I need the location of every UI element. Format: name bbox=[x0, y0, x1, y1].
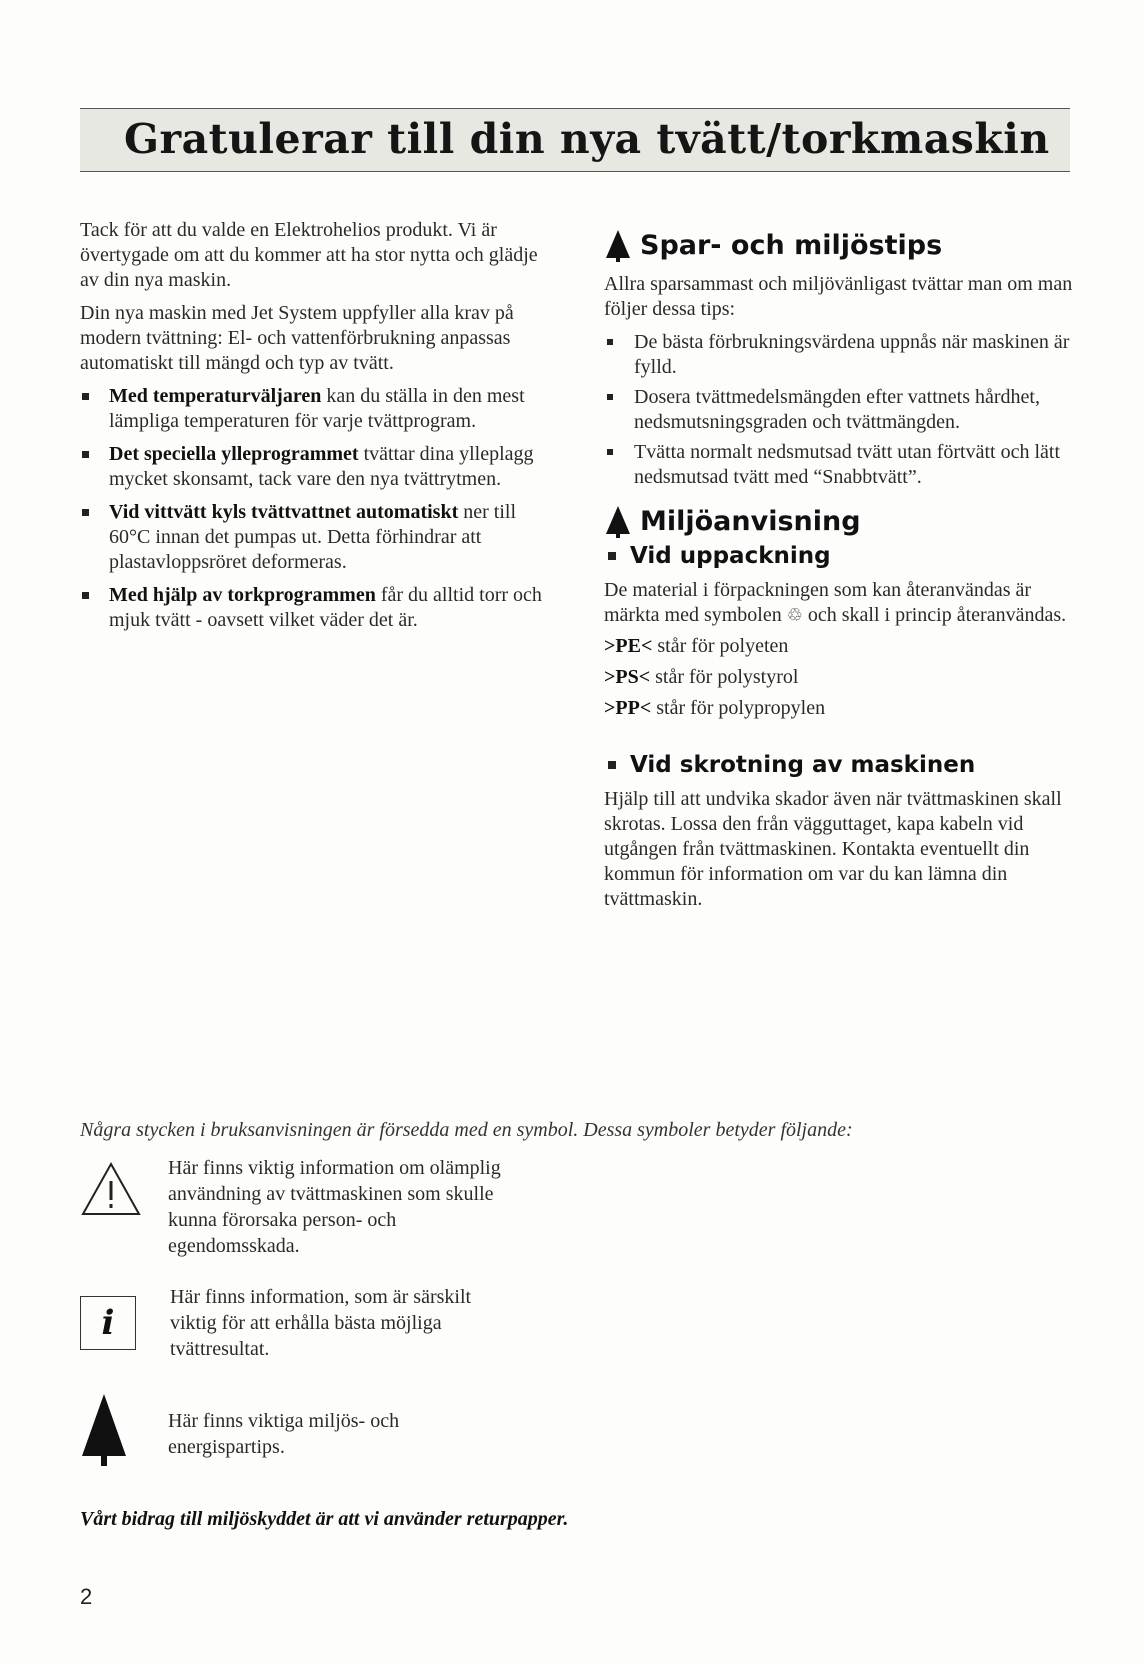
feature-item bbox=[80, 442, 560, 492]
tree-icon bbox=[80, 1394, 128, 1466]
uppackning-paragraph bbox=[604, 578, 1074, 628]
bullet-square-icon bbox=[608, 761, 616, 769]
material-code-text: står för polystyrol bbox=[650, 666, 799, 688]
uppackning-text-b: och skall i princip återanvändas. bbox=[807, 604, 1067, 626]
intro-paragraph: Tack för att du valde en Elektrohelios produkt. Vi är övertygade om att du kommer att ha stor nytta och glädje av din nya maskin. bbox=[80, 219, 538, 291]
feature-item bbox=[80, 384, 560, 434]
warning-triangle-icon bbox=[80, 1161, 142, 1217]
spar-heading bbox=[604, 228, 1074, 264]
material-code-text: står för polypropylen bbox=[651, 697, 826, 719]
skrotning-heading bbox=[604, 749, 1074, 781]
jet-system-paragraph: Din nya maskin med Jet System uppfyller alla krav på modern tvättning: El- och vattenförbrukning anpassas automatiskt till mängd och typ av tvätt. bbox=[80, 302, 514, 374]
feature-item-bold: Vid vittvätt kyls tvättvattnet automatiskt bbox=[109, 501, 459, 523]
uppackning-heading-text: Vid uppackning bbox=[630, 543, 831, 569]
material-code-item bbox=[604, 696, 1074, 721]
feature-list bbox=[80, 384, 560, 633]
miljo-heading bbox=[604, 504, 1074, 540]
feature-item-text: tvättar dina ylleplagg mycket skonsamt, tack vare den nya tvättrytmen. bbox=[109, 443, 534, 490]
tree-icon bbox=[604, 230, 632, 262]
skrotning-paragraph: Hjälp till att undvika skador även när tvättmaskinen skall skrotas. Lossa den från vägguttaget, kapa kabeln vid utgången från tvättmaskinen. Kontakta eventuellt din kommun för information om var du kan lämna din tvättmaskin. bbox=[604, 788, 1062, 910]
right-column bbox=[604, 230, 1074, 920]
spar-tip-item: Tvätta normalt nedsmutsad tvätt utan förtvätt och lätt nedsmutsad tvätt med “Snabbtvätt”. bbox=[604, 440, 1074, 490]
recycle-icon: ♲ bbox=[786, 605, 803, 626]
title-banner bbox=[80, 108, 1070, 172]
material-code-list bbox=[604, 634, 1074, 721]
symbols-intro: Några stycken i bruksanvisningen är försedda med en symbol. Dessa symboler betyder följande: bbox=[80, 1119, 853, 1141]
material-code: >PE< bbox=[604, 635, 653, 657]
spar-tip-item: Dosera tvättmedelsmängden efter vattnets hårdhet, nedsmutsningsgraden och tvättmängden. bbox=[604, 385, 1074, 435]
warning-text: Här finns viktig information om olämplig användning av tvättmaskinen som skulle kunna förorsaka person- och egendomsskada. bbox=[168, 1157, 501, 1257]
uppackning-heading bbox=[604, 540, 1074, 572]
page-number: 2 bbox=[80, 1584, 93, 1609]
skrotning-heading-text: Vid skrotning av maskinen bbox=[630, 752, 976, 778]
feature-item-text: får du alltid torr och mjuk tvätt - oavsett vilket väder det är. bbox=[109, 584, 542, 631]
feature-item-bold: Det speciella ylleprogrammet bbox=[109, 443, 359, 465]
info-icon bbox=[80, 1296, 136, 1350]
page-title: Gratulerar till din nya tvätt/torkmaskin bbox=[124, 115, 1050, 163]
material-code: >PS< bbox=[604, 666, 651, 688]
feature-item-text: ner till 60°C innan det pumpas ut. Detta förhindrar att plastavloppsröret deformeras. bbox=[109, 501, 516, 573]
material-code-item bbox=[604, 665, 1074, 690]
feature-item bbox=[80, 500, 560, 575]
tree-text: Här finns viktiga miljös- och energispartips. bbox=[168, 1410, 400, 1458]
closing-note: Vårt bidrag till miljöskyddet är att vi använder returpapper. bbox=[80, 1508, 569, 1530]
spar-tip-list bbox=[604, 330, 1074, 490]
spar-heading-text: Spar- och miljöstips bbox=[640, 230, 943, 261]
info-text: Här finns information, som är särskilt viktig för att erhålla bästa möjliga tvättresultat. bbox=[170, 1286, 472, 1360]
feature-item-bold: Med hjälp av torkprogrammen bbox=[109, 584, 376, 606]
spar-tip-item: De bästa förbrukningsvärdena uppnås när maskinen är fylld. bbox=[604, 330, 1074, 380]
info-icon-letter: i bbox=[101, 1303, 115, 1343]
tree-icon bbox=[604, 506, 632, 538]
material-code-item bbox=[604, 634, 1074, 659]
feature-item-bold: Med temperaturväljaren bbox=[109, 385, 322, 407]
material-code: >PP< bbox=[604, 697, 652, 719]
miljo-heading-text: Miljöanvisning bbox=[640, 506, 861, 537]
bullet-square-icon bbox=[608, 552, 616, 560]
spar-intro: Allra sparsammast och miljövänligast tvättar man om man följer dessa tips: bbox=[604, 273, 1073, 320]
feature-item bbox=[80, 583, 560, 633]
feature-item-text: kan du ställa in den mest lämpliga temperaturen för varje tvättprogram. bbox=[109, 385, 525, 432]
left-column bbox=[80, 218, 560, 641]
material-code-text: står för polyeten bbox=[652, 635, 789, 657]
uppackning-text-a: De material i förpackningen som kan återanvändas är märkta med symbolen bbox=[604, 579, 1032, 626]
